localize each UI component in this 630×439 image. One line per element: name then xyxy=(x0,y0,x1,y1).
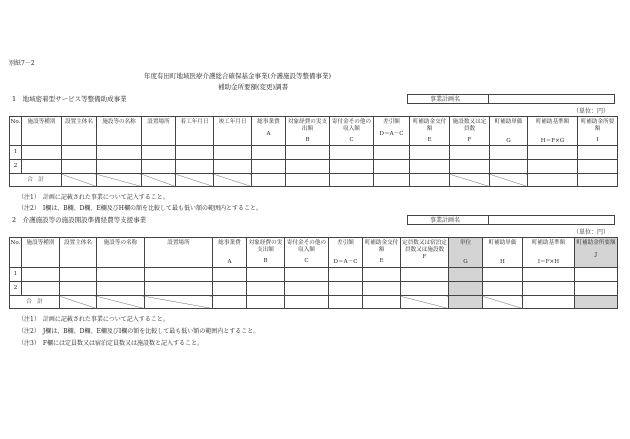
s1-row-number: 1 xyxy=(10,146,22,160)
s2-col-facility-name: 施設等の名称 xyxy=(97,238,145,268)
section2-total-row xyxy=(10,296,618,309)
s2-col-facility-type: 施設等種別 xyxy=(22,238,60,268)
section1-total-row xyxy=(10,174,618,187)
s2-col-grant-amount: 町補助金交付額 E xyxy=(363,238,401,268)
document-subtitle: 補助金所要額(変更)調書 xyxy=(218,83,289,91)
section2-heading: 2 介護施設等の施設開設準備経費等支援事業 xyxy=(12,216,147,224)
section2-note-2: （注2） J欄は、B欄、D欄、E欄及びI欄の額を比較して最も低い額の範囲内とすること。 xyxy=(18,328,260,335)
s2-col-no: No. xyxy=(10,238,22,268)
section2-plan-label: 事業計画名 xyxy=(430,217,461,224)
document-reference: 別紙7－2 xyxy=(9,60,35,67)
s2-col-operator: 設置主体名 xyxy=(60,238,97,268)
s1-col-grant-amount: 町補助金交付額 E xyxy=(410,117,450,146)
section1-header-row xyxy=(10,117,618,146)
table-row xyxy=(10,268,618,282)
section1-plan-label: 事業計画名 xyxy=(430,96,461,103)
document-title: 年度有田町地域医療介護総合確保基金事業(介護施設等整備事業) xyxy=(144,72,332,80)
s2-col-standard-amount: 町補助基準額 I＝F×H xyxy=(523,238,575,268)
s1-col-facility-type: 施設等種別 xyxy=(22,117,62,146)
s1-col-donations: 寄付金その他の収入額 C xyxy=(330,117,374,146)
s1-col-total-cost: 総事業費 A xyxy=(252,117,286,146)
s1-col-start-date: 着工年月日 xyxy=(176,117,214,146)
s2-col-difference: 差引額 D＝A－C xyxy=(329,238,363,268)
section1-heading: 1 地域密着型サービス等整備助成事業 xyxy=(12,95,127,103)
section1-note-2: （注2） I欄は、B欄、D欄、E欄及びH欄の額を比較して最も低い額の範囲内とすること。 xyxy=(18,205,263,212)
s1-col-standard-amount: 町補助基準額 H＝F×G xyxy=(528,117,578,146)
s2-col-required-amount: 町補助金所要額 J xyxy=(575,238,618,268)
section2-plan-name-field[interactable] xyxy=(488,215,615,225)
table-row xyxy=(10,282,618,296)
s2-col-unit-price: 町補助単価 H xyxy=(483,238,523,268)
section1-plan-label-cell xyxy=(407,94,489,104)
table-row xyxy=(10,146,618,160)
s1-col-completion-date: 竣工年月日 xyxy=(214,117,252,146)
s1-col-operator: 設置主体名 xyxy=(62,117,97,146)
s2-col-actual-expense: 対象経費の実支出額 B xyxy=(247,238,285,268)
section2-table xyxy=(9,237,618,309)
section2-note-1: （注1） 計画に記載された事業について記入すること。 xyxy=(18,316,169,323)
s2-col-capacity: 定員数又は宿泊定員数又は施設数 F xyxy=(401,238,449,268)
section1-plan-name-field[interactable] xyxy=(488,94,615,104)
table-row xyxy=(10,160,618,174)
s1-total-label: 合 計 xyxy=(10,174,62,187)
s2-total-label: 合 計 xyxy=(10,296,60,309)
s2-row-number: 2 xyxy=(10,282,22,296)
s1-col-actual-expense: 対象経費の実支出額 B xyxy=(286,117,330,146)
s1-col-no: No. xyxy=(10,117,22,146)
s1-col-unit-price: 町補助単価 G xyxy=(490,117,528,146)
s1-col-capacity: 施設数又は定員数 F xyxy=(450,117,490,146)
s2-col-unit: 単位 G xyxy=(449,238,483,268)
s1-col-required-amount: 町補助金所要額 I xyxy=(578,117,618,146)
s1-col-location: 設置場所 xyxy=(142,117,176,146)
section1-table xyxy=(9,116,618,187)
s1-col-facility-name: 施設等の名称 xyxy=(97,117,142,146)
s2-col-location: 設置場所 xyxy=(145,238,213,268)
s2-row-number: 1 xyxy=(10,268,22,282)
section2-note-3: （注3） F欄には定員数又は宿泊定員数又は施設数と記入すること。 xyxy=(18,340,203,347)
section2-plan-label-cell xyxy=(407,215,489,225)
section2-unit: （単位：円） xyxy=(573,229,610,236)
s1-col-difference: 差引額 D＝A－C xyxy=(374,117,410,146)
s2-col-total-cost: 総事業費 A xyxy=(213,238,247,268)
section1-note-1: （注1） 計画に記載された事業について記入すること。 xyxy=(18,194,169,201)
section1-unit: （単位：円） xyxy=(573,108,610,115)
s1-row-number: 2 xyxy=(10,160,22,174)
s2-col-donations: 寄付金その他の収入額 C xyxy=(285,238,329,268)
section2-header-row xyxy=(10,238,618,268)
